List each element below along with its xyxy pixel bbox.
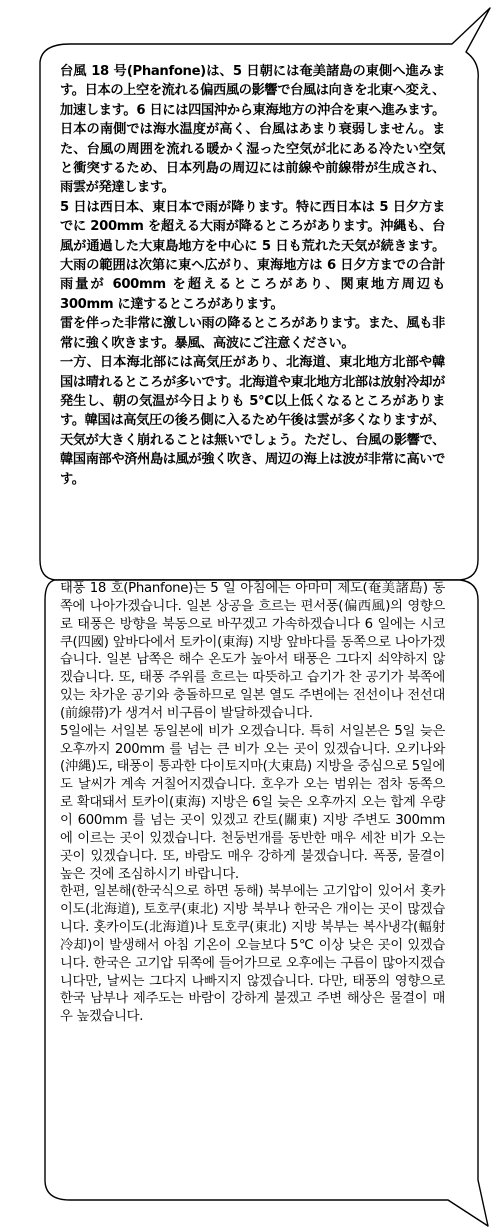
korean-paragraph-1: 태풍 18 호(Phanfone)는 5 일 아침에는 아마미 제도(奄美諸島) 동쪽에 나아가겠습니다. 일본 상공을 흐르는 편서풍(偏西風)의 영향으로 태풍은 방향을 북동으로 바꾸겠고 가속하겠습니다 6 일에는 시코쿠(四國) 앞바다에서 토카이(東海) 지방 앞바다를 동쪽으로 나아가겠습니다. 일본 남쪽은 해수 온도가 높아서 태풍은 그다지 쇠약하지 않겠습니다. 또, 태풍 주위를 흐르는 따뜻하고 습기가 찬 공기가 북쪽에 있는 차가운 공기와 충돌하므로 일본 열도 주변에는 전선이나 전선대(前線帯)가 생겨서 비구름이 발달하겠습니다. — [60, 581, 445, 721]
korean-paragraph-2: 5일에는 서일본 동일본에 비가 오겠습니다. 특히 서일본은 5일 늦은 오후까지 200mm 를 넘는 큰 비가 오는 곳이 있겠습니다. 오키나와(沖縄)도, 태풍이 통과한 다이토지마(大東島) 지방을 중심으로 5일에도 날씨가 계속 거칠어지겠습니다. 호우가 오는 범위는 점차 동쪽으로 확대돼서 토카이(東海) 지방은 6일 늦은 오후까지 오는 합계 우량이 600mm 를 넘는 곳이 있겠고 칸토(關東) 지방 주변도 300mm 에 이르는 곳이 있겠습니다. 천둥번개를 동반한 매우 세찬 비가 오는 곳이 있겠습니다. 또, 바람도 매우 강하게 불겠습니다. 폭풍, 물결이 높은 것에 조심하시기 바랍니다. — [60, 723, 445, 882]
japanese-paragraph-2: 5 日は西日本、東日本で雨が降ります。特に西日本は 5 日夕方までに 200mm を超える大雨が降るところがあります。沖縄も、台風が通過した大東島地方を中心に 5 日も荒れた天気が続きます。大雨の範囲は次第に東へ広がり、東海地方は 6 日夕方までの合計雨量が 600mm を超えるところがあり、関東地方周辺も 300mm に達するところがあります。 — [60, 199, 445, 312]
japanese-paragraph-3: 雷を伴った非常に激しい雨の降るところがあります。また、風も非常に強く吹きます。暴風、高波にご注意ください。 — [60, 316, 445, 351]
korean-paragraph-3: 한편, 일본해(한국식으로 하면 동해) 북부에는 고기압이 있어서 홋카이도(北海道), 토호쿠(東北) 지방 북부나 한국은 개이는 곳이 많겠습니다. 홋카이도(北海道)나 토호쿠(東北) 지방 북부는 복사냉각(輻射冷却)이 발생해서 아침 기온이 오늘보다 5℃ 이상 낮은 곳이 있겠습니다. 한국은 고기압 뒤쪽에 들어가므로 오후에는 구름이 많아지겠습니다만, 날씨는 그다지 나빠지지 않겠습니다. 다만, 태풍의 영향으로 한국 남부나 제주도는 바람이 강하게 불겠고 주변 해상은 물결이 매우 높겠습니다. — [60, 884, 445, 1025]
japanese-weather-text — [60, 62, 445, 489]
japanese-paragraph-4: 一方、日本海北部には高気圧があり、北海道、東北地方北部や韓国は晴れるところが多いです。北海道や東北地方北部は放射冷却が発生し、朝の気温が今日よりも 5°C以上低くなるところがあります。韓国は高気圧の後ろ側に入るため午後は雲が多くなりますが、天気が大きく崩れることは無いでしょう。ただし、台風の影響で、韓国南部や済州島は風が強く吹き、周辺の海上は波が非常に高いです。 — [60, 355, 445, 487]
japanese-paragraph-1: 台風 18 号(Phanfone)は、5 日朝には奄美諸島の東側へ進みます。日本の上空を流れる偏西風の影響で台風は向きを北東へ変え、加速します。6 日には四国沖から東海地方の沖合を東へ進みます。日本の南側では海水温度が高く、台風はあまり衰弱しません。また、台風の周囲を流れる暖かく湿った空気が北にある冷たい空気と衝突するため、日本列島の周辺には前線や前線帯が生成され、雨雲が発達します。 — [60, 64, 445, 196]
korean-weather-text — [60, 580, 445, 1026]
